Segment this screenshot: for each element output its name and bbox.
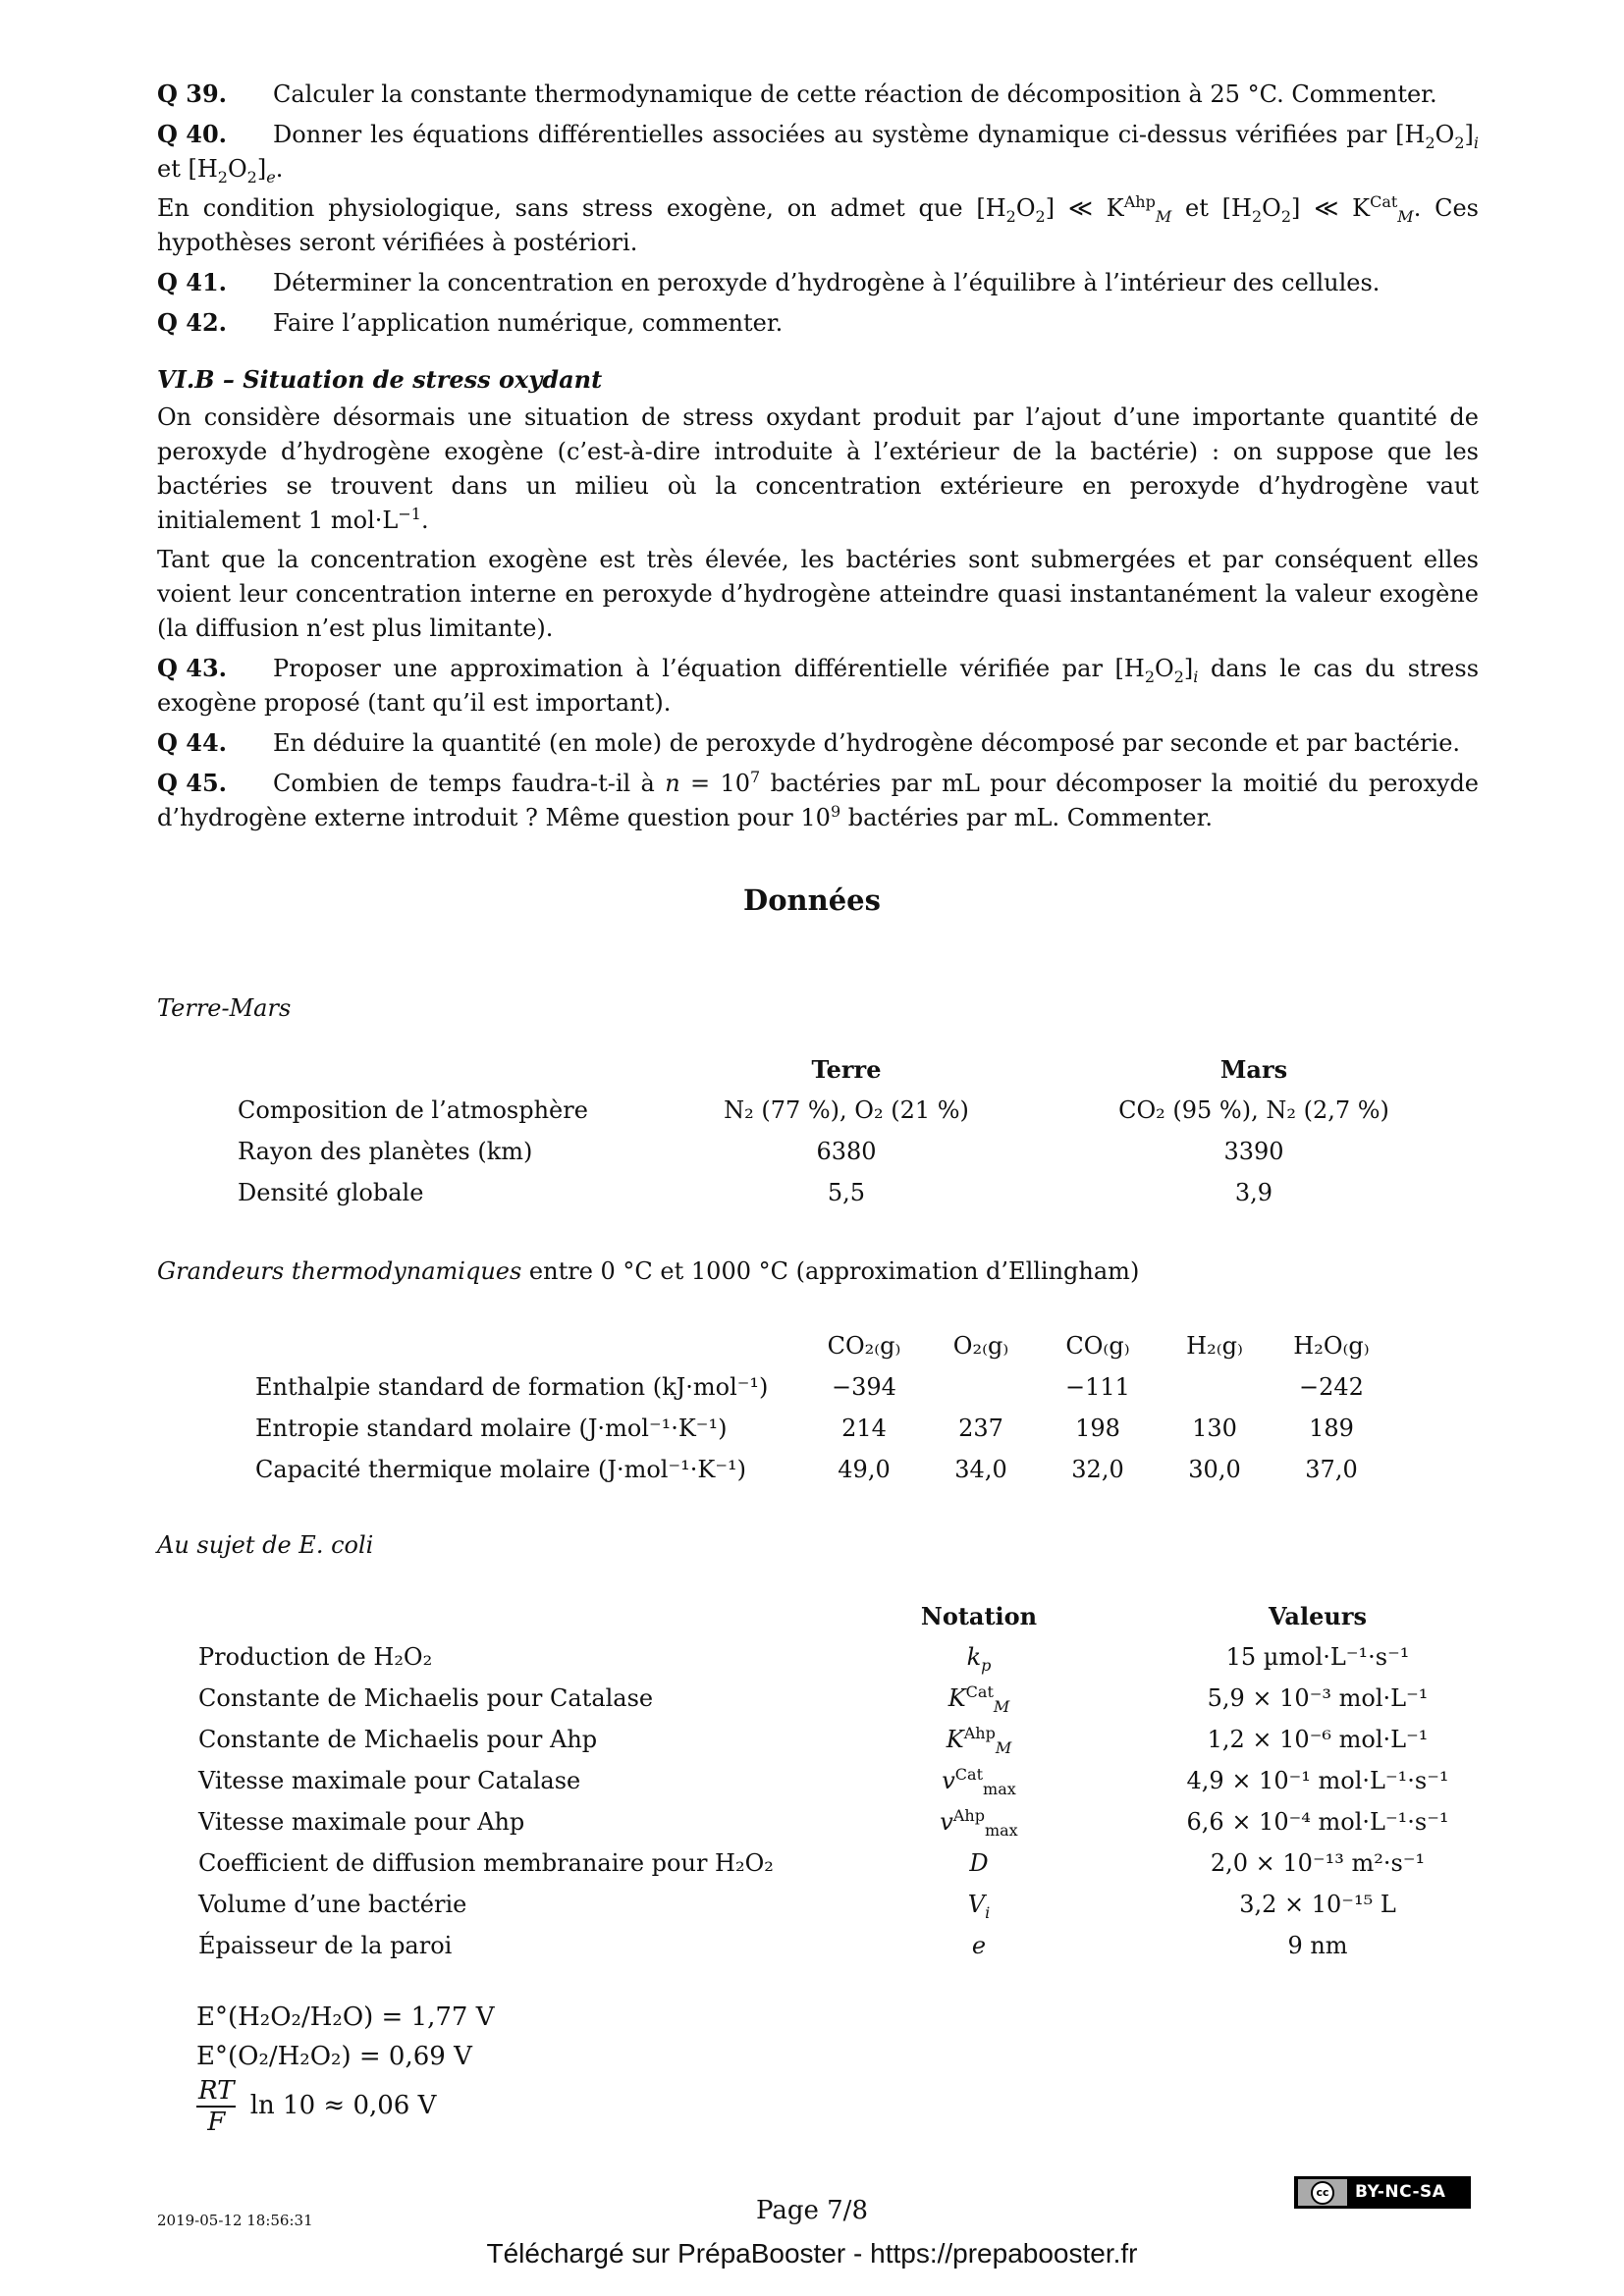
question-43: Q 43. Proposer une approximation à l’équation différentielle vérifiée par $[H_2O_2]_i$ dans le cas du stress exogène proposé (tant qu’il est important). <box>157 651 1479 721</box>
table-row: Vitesse maximale pour Catalase $v^{Cat}_{max}$ 4,9 × 10⁻¹ mol·L⁻¹·s⁻¹ <box>198 1764 1449 1798</box>
column-header: CO₂₍g₎ <box>827 1331 901 1360</box>
cc-icon: cc <box>1311 2181 1334 2205</box>
terre-mars-table <box>238 1048 1485 1213</box>
table-row: Épaisseur de la paroi e 9 nm <box>198 1931 1348 1959</box>
section-heading: VI.B – Situation de stress oxydant <box>157 365 603 394</box>
hypothesis-paragraph: En condition physiologique, sans stress exogène, on admet que $[H_2O_2]$ ≪ $K^{Ahp}_M$ et $[H_2O_2]$ ≪ $K^{Cat}_M$. Ces hypothèses seront vérifiées à postériori. <box>157 192 1479 256</box>
fraction: $\frac{RT}{F}$ <box>198 2076 235 2137</box>
table-row: Densité globale 5,5 3,9 <box>238 1178 1273 1206</box>
question-39 <box>157 77 1479 112</box>
column-header: H₂₍g₎ <box>1186 1331 1243 1360</box>
question-44 <box>157 725 1479 761</box>
formula-h2o2-h2o: E°(H₂O₂/H₂O) = 1,77 V <box>196 2002 495 2032</box>
table-row: Rayon des planètes (km) 6380 3390 <box>238 1137 1284 1165</box>
formula-rtf: $\frac{RT}{F}$ ln 10 ≈ 0,06 V <box>198 2076 437 2137</box>
question-number: Q 44. <box>157 728 228 757</box>
question-text: Déterminer la concentration en peroxyde d’hydrogène à l’équilibre à l’intérieur des cellules. <box>273 269 1380 296</box>
table-row: Constante de Michaelis pour Ahp $K^{Ahp}_M$ 1,2 × 10⁻⁶ mol·L⁻¹ <box>198 1723 1429 1757</box>
question-number: Q 45. <box>157 769 228 797</box>
question-42 <box>157 305 1479 341</box>
table-row: Enthalpie standard de formation (kJ·mol⁻¹) −394 −111 −242 <box>255 1372 1364 1401</box>
thermo-table <box>255 1325 1390 1490</box>
question-40: Q 40. Donner les équations différentielles associées au système dynamique ci-dessus vérifiées par $[H_2O_2]_i$ et $[H_2O_2]_e$. <box>157 117 1479 187</box>
question-45: Q 45. Combien de temps faudra-t-il à $n = 10^7$ bactéries par mL pour décomposer la moitié du peroxyde d’hydrogène externe introduit ? Même question pour $10^9$ bactéries par mL. Commenter. <box>157 768 1480 831</box>
ecoli-table <box>198 1595 1504 1966</box>
table-row: Production de H₂O₂ $k_p$ 15 µmol·L⁻¹·s⁻¹ <box>198 1642 1410 1675</box>
table-row: Volume d’une bactérie $V_i$ 3,2 × 10⁻¹⁵ L <box>198 1890 1396 1922</box>
formula-o2-h2o2: E°(O₂/H₂O₂) = 0,69 V <box>196 2042 472 2071</box>
column-header: H₂O₍g₎ <box>1293 1331 1370 1360</box>
donnees-title: Données <box>743 883 881 917</box>
table-row: Entropie standard molaire (J·mol⁻¹·K⁻¹) 214 237 198 130 189 <box>255 1414 1354 1442</box>
table-row: Composition de l’atmosphère N₂ (77 %), O₂ (21 %) CO₂ (95 %), N₂ (2,7 %) <box>238 1095 1389 1124</box>
terre-mars-caption: Terre-Mars <box>157 994 292 1022</box>
question-41 <box>157 265 1479 300</box>
question-text: Faire l’application numérique, commenter. <box>273 309 784 337</box>
potential-formulas <box>196 1998 495 2137</box>
question-number: Q 41. <box>157 268 228 296</box>
question-text: En déduire la quantité (en mole) de peroxyde d’hydrogène décomposé par seconde et par bactérie. <box>273 729 1461 757</box>
question-number: Q 43. <box>157 654 228 682</box>
ecoli-caption: Au sujet de E. coli <box>157 1531 374 1559</box>
question-text: Calculer la constante thermodynamique de cette réaction de décomposition à 25 °C. Commenter. <box>273 80 1437 108</box>
column-header: Valeurs <box>1269 1601 1367 1630</box>
table-row: Capacité thermique molaire (J·mol⁻¹·K⁻¹) 49,0 34,0 32,0 30,0 37,0 <box>255 1455 1358 1483</box>
question-number: Q 40. <box>157 120 228 148</box>
question-number: Q 39. <box>157 80 228 108</box>
column-header: CO₍g₎ <box>1065 1331 1130 1360</box>
page-number: Page 7/8 <box>756 2196 868 2225</box>
column-header: Terre <box>811 1054 882 1084</box>
question-number: Q 42. <box>157 308 228 337</box>
footer-date: 2019-05-12 18:56:31 <box>157 2212 313 2229</box>
table-row: Constante de Michaelis pour Catalase $K^{Cat}_M$ 5,9 × 10⁻³ mol·L⁻¹ <box>198 1682 1429 1716</box>
table-row: Coefficient de diffusion membranaire pour H₂O₂ D 2,0 × 10⁻¹³ m²·s⁻¹ <box>198 1848 1426 1877</box>
section-paragraph-1: On considère désormais une situation de stress oxydant produit par l’ajout d’une importante quantité de peroxyde d’hydrogène exogène (c’est-à-dire introduite à l’extérieur de la bactérie) : on suppose que les bactéries se trouvent dans un milieu où la concentration extérieure en peroxyde d’hydrogène vaut initialement 1 $mol\cdot L^{-1}$. <box>157 403 1479 534</box>
exam-page <box>157 77 1479 840</box>
thermo-caption: Grandeurs thermodynamiques entre 0 °C et 1000 °C (approximation d’Ellingham) <box>157 1257 1140 1285</box>
cc-license-badge[interactable] <box>1294 2176 1471 2209</box>
column-header: Mars <box>1219 1054 1288 1084</box>
license-label: BY-NC-SA <box>1355 2182 1446 2202</box>
download-notice[interactable]: Téléchargé sur PrépaBooster - https://prepabooster.fr <box>486 2238 1138 2269</box>
column-header: O₂₍g₎ <box>952 1331 1009 1360</box>
column-header: Notation <box>920 1601 1038 1630</box>
table-row: Vitesse maximale pour Ahp $v^{Ahp}_{max}$ 6,6 × 10⁻⁴ mol·L⁻¹·s⁻¹ <box>198 1805 1449 1840</box>
section-paragraph-2: Tant que la concentration exogène est très élevée, les bactéries sont submergées et par conséquent elles voient leur concentration interne en peroxyde d’hydrogène atteindre quasi instantanément la valeur exogène (la diffusion n’est plus limitante). <box>157 546 1479 642</box>
